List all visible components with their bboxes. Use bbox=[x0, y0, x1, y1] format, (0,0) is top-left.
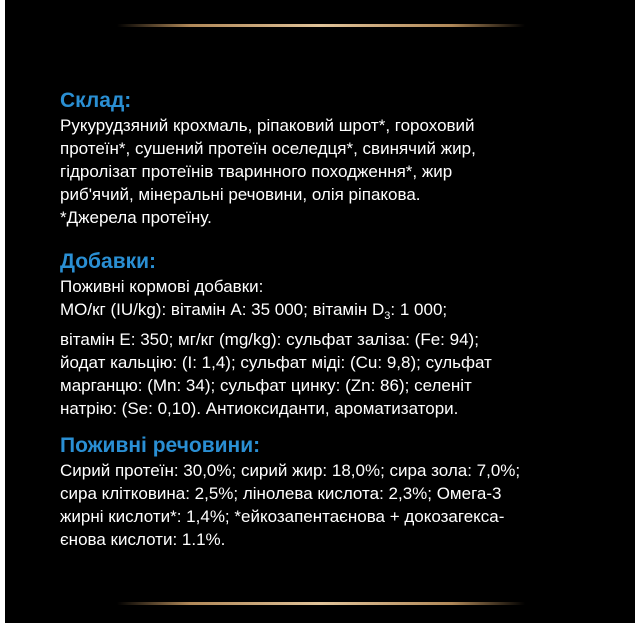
additives-line: Поживні кормові добавки: bbox=[60, 277, 264, 296]
nutrients-line: єнова кислоти: 1.1%. bbox=[60, 530, 226, 549]
composition-text bbox=[60, 114, 600, 229]
nutrients-section bbox=[60, 434, 600, 551]
bottom-divider bbox=[117, 602, 525, 605]
composition-line: гідролізат протеїнів тваринного походження*, жир bbox=[60, 162, 453, 181]
additives-line: марганцю: (Mn: 34); сульфат цинку: (Zn: 86); селеніт bbox=[60, 376, 472, 395]
additives-line: натрію: (Se: 0,10). Антиоксиданти, ароматизатори. bbox=[60, 399, 459, 418]
composition-line: протеїн*, сушений протеїн оселедця*, свинячий жир, bbox=[60, 139, 476, 158]
top-divider bbox=[117, 24, 525, 27]
additives-vitamins-text: МО/кг (IU/kg): вітамін А: 35 000; вітамін D bbox=[60, 300, 385, 319]
composition-line: *Джерела протеїну. bbox=[60, 208, 212, 227]
composition-section bbox=[60, 89, 600, 229]
product-info-panel bbox=[5, 0, 635, 623]
additives-line-vitamins bbox=[60, 298, 600, 328]
additives-line: вітамін Е: 350; мг/кг (mg/kg): сульфат заліза: (Fe: 94); bbox=[60, 330, 479, 349]
additives-text bbox=[60, 275, 600, 420]
composition-heading: Склад: bbox=[60, 89, 132, 112]
nutrients-line: Сирий протеїн: 30,0%; сирий жир: 18,0%; сира зола: 7,0%; bbox=[60, 461, 521, 480]
composition-line: Рукурудзяний крохмаль, ріпаковий шрот*, гороховий bbox=[60, 116, 475, 135]
nutrients-line: сира клітковина: 2,5%; лінолева кислота: 2,3%; Омега-3 bbox=[60, 484, 502, 503]
composition-line: риб'ячий, мінеральні речовини, олія ріпакова. bbox=[60, 185, 421, 204]
additives-line: йодат кальцію: (I: 1,4); сульфат міді: (Cu: 9,8); сульфат bbox=[60, 353, 492, 372]
vitamin-d-subscript: 3 bbox=[384, 310, 391, 322]
nutrients-text bbox=[60, 459, 600, 551]
nutrients-line: жирні кислоти*: 1,4%; *ейкозапентаєнова + докозагекса- bbox=[60, 507, 505, 526]
additives-heading: Добавки: bbox=[60, 250, 157, 273]
nutrients-heading: Поживні речовини: bbox=[60, 434, 261, 457]
additives-section bbox=[60, 250, 600, 420]
additives-vitamins-value: : 1 000; bbox=[390, 300, 448, 319]
